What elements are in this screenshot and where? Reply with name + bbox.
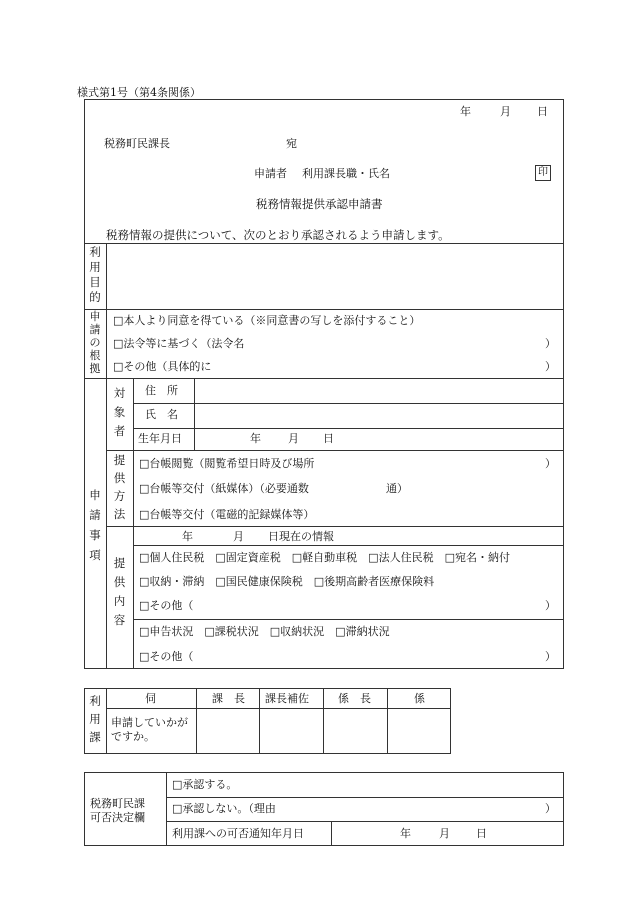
decision-approve: □承認する。: [172, 778, 238, 791]
approval-side-label: 利 用 課: [89, 694, 101, 744]
date-month: 月: [500, 105, 511, 118]
subject-dob-month: 月: [288, 432, 299, 445]
purpose-label: 利 用 目 的: [89, 245, 101, 304]
addressee-suffix: 宛: [286, 137, 297, 150]
header-unit-chief: 係 長: [338, 692, 371, 705]
basis-law: □法令等に基づく（法令名: [113, 337, 245, 350]
decision-reject: □承認しない。（理由: [172, 802, 276, 815]
content-status-row: □申告状況 □課税状況 □収納状況 □滞納状況: [139, 625, 390, 638]
applicant-title: 利用課長職・氏名: [302, 167, 390, 180]
subject-dob-year: 年: [250, 432, 261, 445]
decision-reject-close: ）: [545, 802, 556, 815]
content-other-2-close: ）: [545, 650, 556, 663]
date-day: 日: [537, 105, 548, 118]
decision-label-line1: 税務町民課: [90, 797, 145, 810]
content-asof-text: 日現在の情報: [268, 530, 334, 543]
basis-label: 申 請 の 根 拠: [89, 310, 101, 375]
content-label: 提 供 内 容: [113, 556, 126, 627]
method-paper: □台帳等交付（紙媒体）（必要通数: [139, 482, 309, 495]
applicant-label: 申請者: [254, 167, 287, 180]
decision-notice-year: 年: [400, 827, 411, 840]
content-other-1-close: ）: [545, 599, 556, 612]
date-year: 年: [460, 105, 471, 118]
document-title: 税務情報提供承認申請書: [256, 197, 383, 211]
header-staff: 係: [414, 692, 425, 705]
basis-other-close: ）: [545, 360, 556, 373]
basis-consent: □本人より同意を得ている（※同意書の写しを添付すること）: [113, 314, 421, 327]
method-electronic: □台帳等交付（電磁的記録媒体等）: [139, 508, 315, 521]
header-inquiry: 伺: [145, 692, 156, 705]
content-taxes-row1: □個人住民税 □固定資産税 □軽自動車税 □法人住民税 □宛名・納付: [139, 551, 510, 564]
content-asof-year: 年: [182, 530, 193, 543]
decision-label-line2: 可否決定欄: [90, 811, 145, 824]
subject-dob-label: 生年月日: [138, 432, 182, 445]
request-label: 申 請 事 項: [89, 488, 101, 562]
decision-notice-month: 月: [439, 827, 450, 840]
basis-law-close: ）: [545, 337, 556, 350]
subject-address-label: 住 所: [145, 384, 178, 397]
intro-text: 税務情報の提供について、次のとおり承認されるよう申請します。: [106, 228, 450, 242]
method-paper-unit: 通）: [386, 482, 408, 495]
approval-question: 申請していかがですか。: [111, 716, 188, 743]
basis-other: □その他（具体的に: [113, 360, 212, 373]
subject-label: 対 象 者: [113, 386, 126, 438]
method-label: 提 供 方 法: [113, 453, 126, 521]
content-asof-month: 月: [233, 530, 244, 543]
subject-dob-day: 日: [323, 432, 334, 445]
decision-notice-day: 日: [476, 827, 487, 840]
decision-table: [84, 772, 564, 846]
method-viewing: □台帳閲覧（閲覧希望日時及び場所: [139, 457, 315, 470]
header-deputy-chief: 課長補佐: [265, 692, 309, 705]
seal-mark: 印: [535, 165, 551, 181]
form-number: 様式第1号（第4条関係）: [77, 86, 201, 99]
decision-notice-label: 利用課への可否通知年月日: [172, 827, 304, 840]
addressee-name: 税務町民課長: [104, 137, 170, 150]
method-viewing-close: ）: [545, 457, 556, 470]
content-other-1: □その他（: [139, 599, 194, 612]
header-section-chief: 課 長: [212, 692, 245, 705]
content-other-2: □その他（: [139, 650, 194, 663]
content-taxes-row2: □収納・滞納 □国民健康保険税 □後期高齢者医療保険料: [139, 575, 435, 588]
subject-name-label: 氏 名: [145, 408, 178, 421]
